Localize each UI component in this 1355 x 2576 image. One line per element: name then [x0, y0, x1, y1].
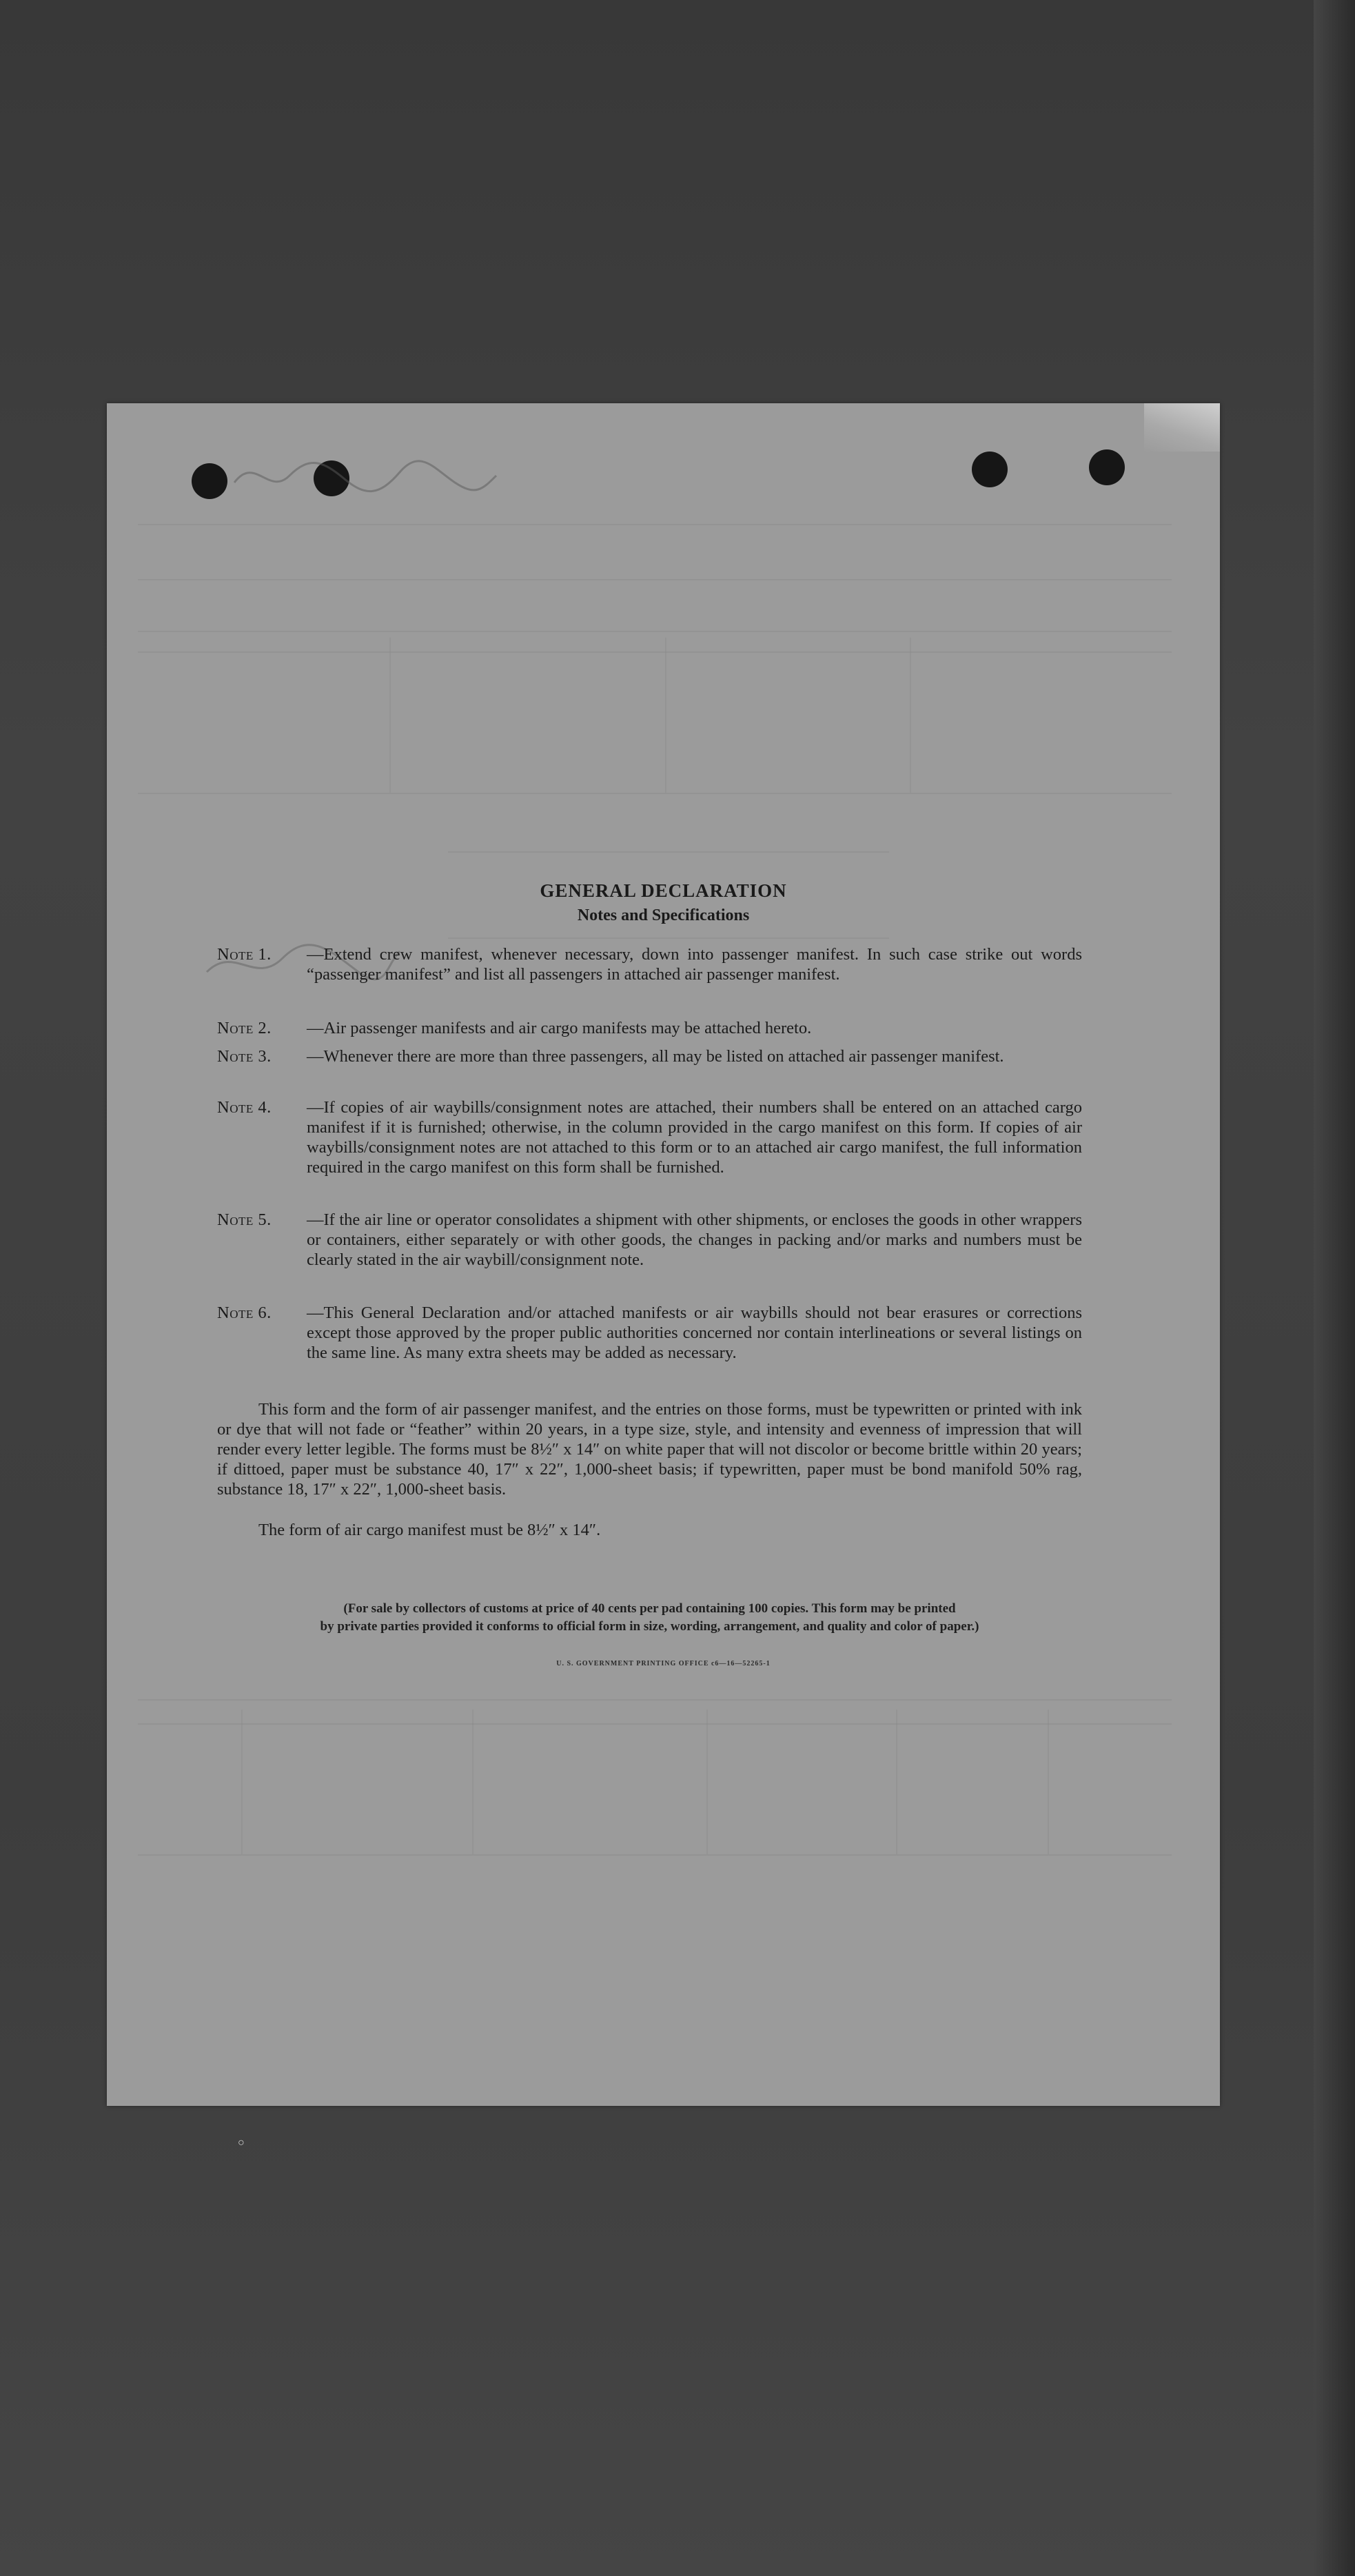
note-label: Note 5. [217, 1210, 272, 1229]
show-through-rule [1048, 1710, 1049, 1854]
show-through-rule [472, 1710, 473, 1854]
scan-edge-shadow [1314, 0, 1355, 2576]
note-text: —If the air line or operator consolidates a shipment with other shipments, or encloses the goods in other wrappers or containers, either separately or with other goods, the changes in packing and/or marks and numbers must be clearly stated in the air waybill/consignment note. [307, 1210, 1082, 1269]
note-5 [217, 1210, 1082, 1270]
show-through-rule [448, 851, 889, 853]
note-2 [217, 1018, 1082, 1038]
show-through-rule [138, 524, 1172, 525]
show-through-rule [138, 651, 1172, 653]
note-label: Note 3. [217, 1047, 272, 1066]
show-through-rule [665, 638, 666, 793]
note-3 [217, 1046, 1082, 1066]
note-label: Note 4. [217, 1098, 272, 1117]
note-label: Note 6. [217, 1304, 272, 1322]
show-through-rule [896, 1710, 897, 1854]
punch-hole-3 [972, 452, 1008, 487]
show-through-rule [706, 1710, 708, 1854]
show-through-rule [138, 1699, 1172, 1701]
sale-notice-line-2: by private parties provided it conforms to official form in size, wording, arrangement, and quality and color of paper.) [320, 1619, 979, 1634]
note-4 [217, 1097, 1082, 1177]
show-through-rule [138, 793, 1172, 794]
sale-notice-line-1: (For sale by collectors of customs at price of 40 cents per pad containing 100 copies. This form may be printed [343, 1601, 956, 1616]
punch-hole-1 [192, 463, 227, 499]
show-through-rule [138, 631, 1172, 632]
printer-imprint: U. S. GOVERNMENT PRINTING OFFICE c6—16—52265-1 [556, 1660, 771, 1667]
punch-hole-4 [1089, 449, 1125, 485]
note-label: Note 1. [217, 945, 272, 964]
show-through-rule [448, 937, 889, 939]
torn-corner [1144, 403, 1220, 452]
show-through-rule [138, 579, 1172, 580]
note-label: Note 2. [217, 1019, 272, 1037]
show-through-rule [241, 1710, 243, 1854]
note-text: —Air passenger manifests and air cargo manifests may be attached hereto. [307, 1019, 812, 1037]
note-6 [217, 1303, 1082, 1363]
note-text: —Extend crew manifest, whenever necessary, down into passenger manifest. In such case strike out words “passenger manifest” and list all passengers in attached air passenger manifest. [307, 945, 1082, 984]
show-through-rule [389, 638, 391, 793]
scan-speck: ○ [238, 2137, 245, 2149]
page-title: GENERAL DECLARATION [540, 880, 787, 901]
show-through-rule [138, 1723, 1172, 1725]
cargo-manifest-size-line: The form of air cargo manifest must be 8½″ x 14″. [258, 1521, 601, 1539]
show-through-rule [910, 638, 911, 793]
form-specification-paragraph: This form and the form of air passenger manifest, and the entries on those forms, must be typewritten or printed with ink or dye that will not fade or “feather” within 20 years, in a type size, style, and intensity and evenness of impression that will render every letter legible. The forms must be 8½″ x 14″ on white paper that will not discolor or become brittle within 20 years; if dittoed, paper must be substance 40, 17″ x 22″, 1,000-sheet basis; if typewritten, paper must be bond manifold 50% rag, substance 18, 17″ x 22″, 1,000-sheet basis. [217, 1400, 1082, 1499]
page-subtitle: Notes and Specifications [577, 906, 750, 924]
note-1 [217, 944, 1082, 984]
note-text: —Whenever there are more than three passengers, all may be listed on attached air passenger manifest. [307, 1047, 1004, 1066]
note-text: —If copies of air waybills/consignment notes are attached, their numbers shall be entered on an attached cargo manifest if it is furnished; otherwise, in the column provided in the cargo manifest on this form. If copies of air waybills/consignment notes are not attached to this form or to an attached air cargo manifest, the full information required in the cargo manifest on this form shall be furnished. [307, 1098, 1082, 1177]
note-text: —This General Declaration and/or attached manifests or air waybills should not bear erasures or corrections except those approved by the proper public authorities concerned nor contain interlineations or several listings on the same line. As many extra sheets may be added as necessary. [307, 1304, 1082, 1362]
handwritten-signature [227, 448, 503, 503]
show-through-rule [138, 1854, 1172, 1856]
